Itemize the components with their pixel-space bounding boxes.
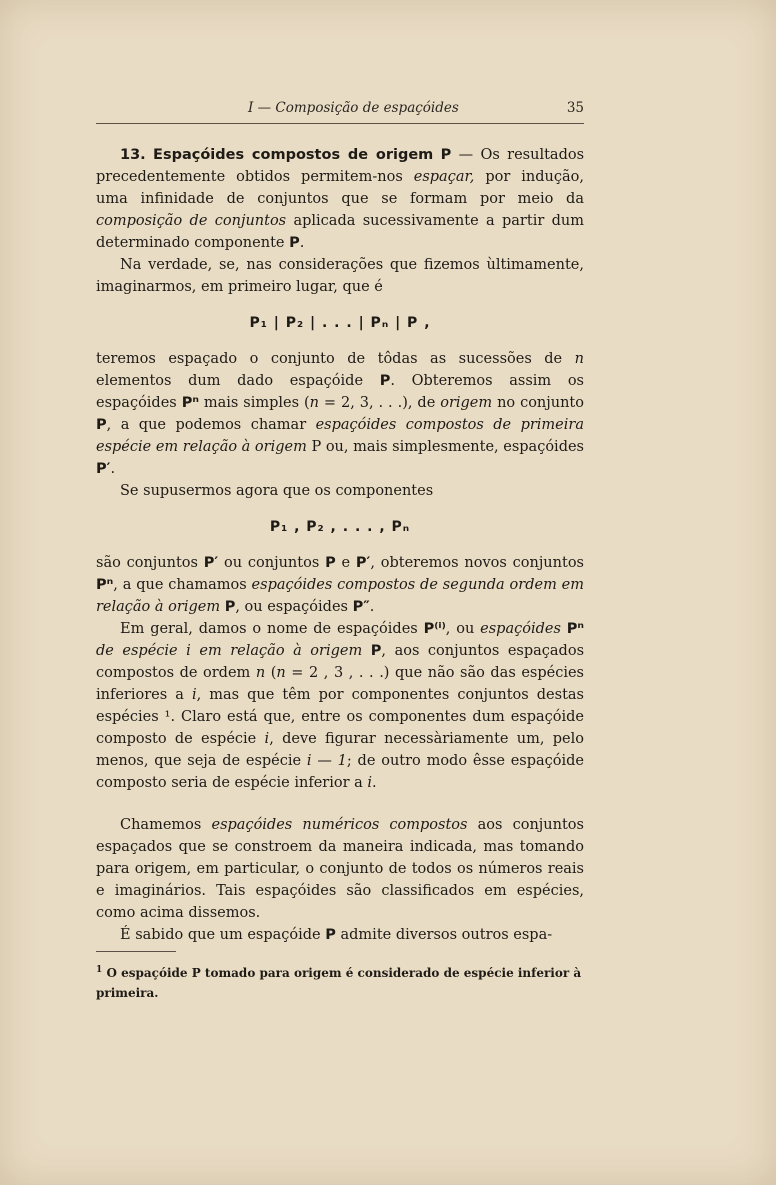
text-run	[362, 643, 371, 659]
text-run-italic: espaçóides numéricos compostos	[211, 817, 468, 833]
text-run: , a que chamamos	[113, 577, 252, 593]
symbol-run: P	[96, 417, 107, 433]
text-run: , aos conjuntos espaçados compostos de ordem	[96, 643, 585, 681]
text-run-italic: i	[191, 687, 197, 703]
footnote-marker: 1	[96, 965, 103, 975]
text-run: (	[265, 665, 277, 681]
text-run: , deve figurar necessàriamente um, pelo menos, que seja de espécie	[96, 731, 584, 769]
text-run: mais simples (	[198, 395, 310, 411]
symbol-run: P	[379, 373, 391, 389]
text-run: elementos dum dado espaçóide	[96, 373, 380, 389]
text-run: — Os resultados precedentemente obtidos permitem-nos	[96, 147, 585, 185]
symbol-run: P	[224, 599, 236, 615]
symbol-run: P	[325, 927, 336, 943]
text-run-italic: n	[574, 351, 584, 367]
text-run: , mas que têm por componentes conjuntos destas espécies	[96, 687, 584, 725]
text-run: , ou espaçóides	[235, 599, 353, 615]
symbol-run: P	[325, 555, 336, 571]
text-run: .	[299, 235, 305, 251]
footnote-ref: ¹	[164, 709, 171, 725]
formula-product: P₁ | P₂ | . . . | Pₙ | P ,	[249, 315, 431, 331]
running-head-title: I — Composição de espaçóides	[248, 100, 459, 116]
text-run-italic: composição de conjuntos	[96, 213, 287, 229]
footnote-text: O espaçóide P tomado para origem é considerado de espécie inferior à primeira.	[96, 966, 582, 1000]
text-run-italic: espaçar,	[413, 169, 475, 185]
paragraph-7	[96, 814, 584, 924]
text-run-italic: n	[309, 395, 319, 411]
symbol-run: P	[370, 643, 382, 659]
paragraph-3	[96, 348, 584, 480]
symbol-run: P	[289, 235, 300, 251]
paragraph-4: Se supusermos agora que os componentes	[120, 483, 434, 499]
text-run: = 2, 3, . . .), de	[318, 395, 441, 411]
text-run-italic: espaçóides compostos de primeira espécie em relação à origem	[96, 417, 584, 455]
text-run-italic: n	[255, 665, 266, 681]
text-run-italic: origem	[440, 395, 493, 411]
text-run-italic: i	[264, 731, 270, 747]
symbol-run: P″	[352, 599, 370, 615]
paragraph-section-13	[96, 144, 584, 254]
body-text	[96, 144, 584, 946]
text-run: . Obteremos assim os espaçóides	[96, 373, 584, 411]
text-run: no conjunto	[492, 395, 584, 411]
text-run: admite diversos outros espa-	[335, 927, 553, 943]
text-run-italic: i	[367, 775, 373, 791]
symbol-run: P′	[355, 555, 371, 571]
section-number: 13.	[120, 147, 146, 163]
text-run: , a que podemos chamar	[106, 417, 316, 433]
formula-components: P₁ , P₂ , . . . , Pₙ	[269, 519, 411, 535]
symbol-run: Pⁿ	[566, 621, 584, 637]
symbol-run: Pⁿ	[96, 577, 114, 593]
text-run: . Claro está que, entre os componentes dum espaçóide composto de espécie	[96, 709, 584, 747]
symbol-run: Pⁿ	[181, 395, 199, 411]
text-run: aos conjuntos espaçados que se constroem da maneira indicada, mas tomando para origem, em particular, o conjunto de todos os números reais e imaginários. Tais espaçóides são classificados em espécies, como acima dissemos.	[96, 817, 584, 921]
text-run: são conjuntos	[96, 555, 204, 571]
footnote-rule	[96, 951, 176, 952]
text-run: .	[110, 461, 116, 477]
text-run: teremos espaçado o conjunto de tôdas as sucessões de	[96, 351, 575, 367]
paragraph-2: Na verdade, se, nas considerações que fizemos ùltimamente, imaginarmos, em primeiro lugar, que é	[96, 257, 584, 295]
header-rule	[96, 123, 584, 124]
text-run: ; de outro modo êsse espaçóide composto seria de espécie inferior a	[96, 753, 585, 791]
text-run: por indução, uma infinidade de conjuntos que se formam por meio da	[96, 169, 584, 207]
text-run: aplicada sucessivamente a partir dum determinado componente	[96, 213, 584, 251]
text-run: , ou	[445, 621, 481, 637]
text-run: Em geral, damos o nome de espaçóides	[120, 621, 424, 637]
text-run: , obteremos novos conjuntos	[370, 555, 584, 571]
symbol-run: P′	[96, 461, 111, 477]
text-run-italic: de espécie i em relação à origem	[96, 643, 363, 659]
text-run: Chamemos	[120, 817, 212, 833]
text-run-italic: espaçóides compostos de segunda ordem em relação à origem	[96, 577, 585, 615]
text-run: P ou, mais simplesmente, espaçóides	[306, 439, 584, 455]
paragraph-5	[96, 552, 584, 618]
section-heading-symbol: P	[440, 147, 452, 163]
text-run: ou conjuntos	[218, 555, 326, 571]
paragraph-gap	[96, 794, 584, 814]
text-run-italic: n	[276, 665, 286, 681]
text-run-italic: espaçóides	[480, 621, 561, 637]
text-run: = 2 , 3 , . . .) que não são das espécies inferiores a	[96, 665, 584, 703]
text-run: e	[335, 555, 356, 571]
symbol-run: P′	[203, 555, 219, 571]
text-run: .	[372, 775, 377, 791]
paragraph-8	[96, 924, 584, 946]
section-heading: Espaçóides compostos de origem	[153, 147, 434, 163]
footnote	[96, 960, 584, 1003]
symbol-run: P⁽ⁱ⁾	[423, 621, 446, 637]
paragraph-6	[96, 618, 584, 794]
text-run: .	[369, 599, 375, 615]
text-run: É sabido que um espaçóide	[120, 927, 326, 943]
page-number: 35	[566, 100, 584, 116]
text-run-italic: i — 1	[306, 753, 347, 769]
